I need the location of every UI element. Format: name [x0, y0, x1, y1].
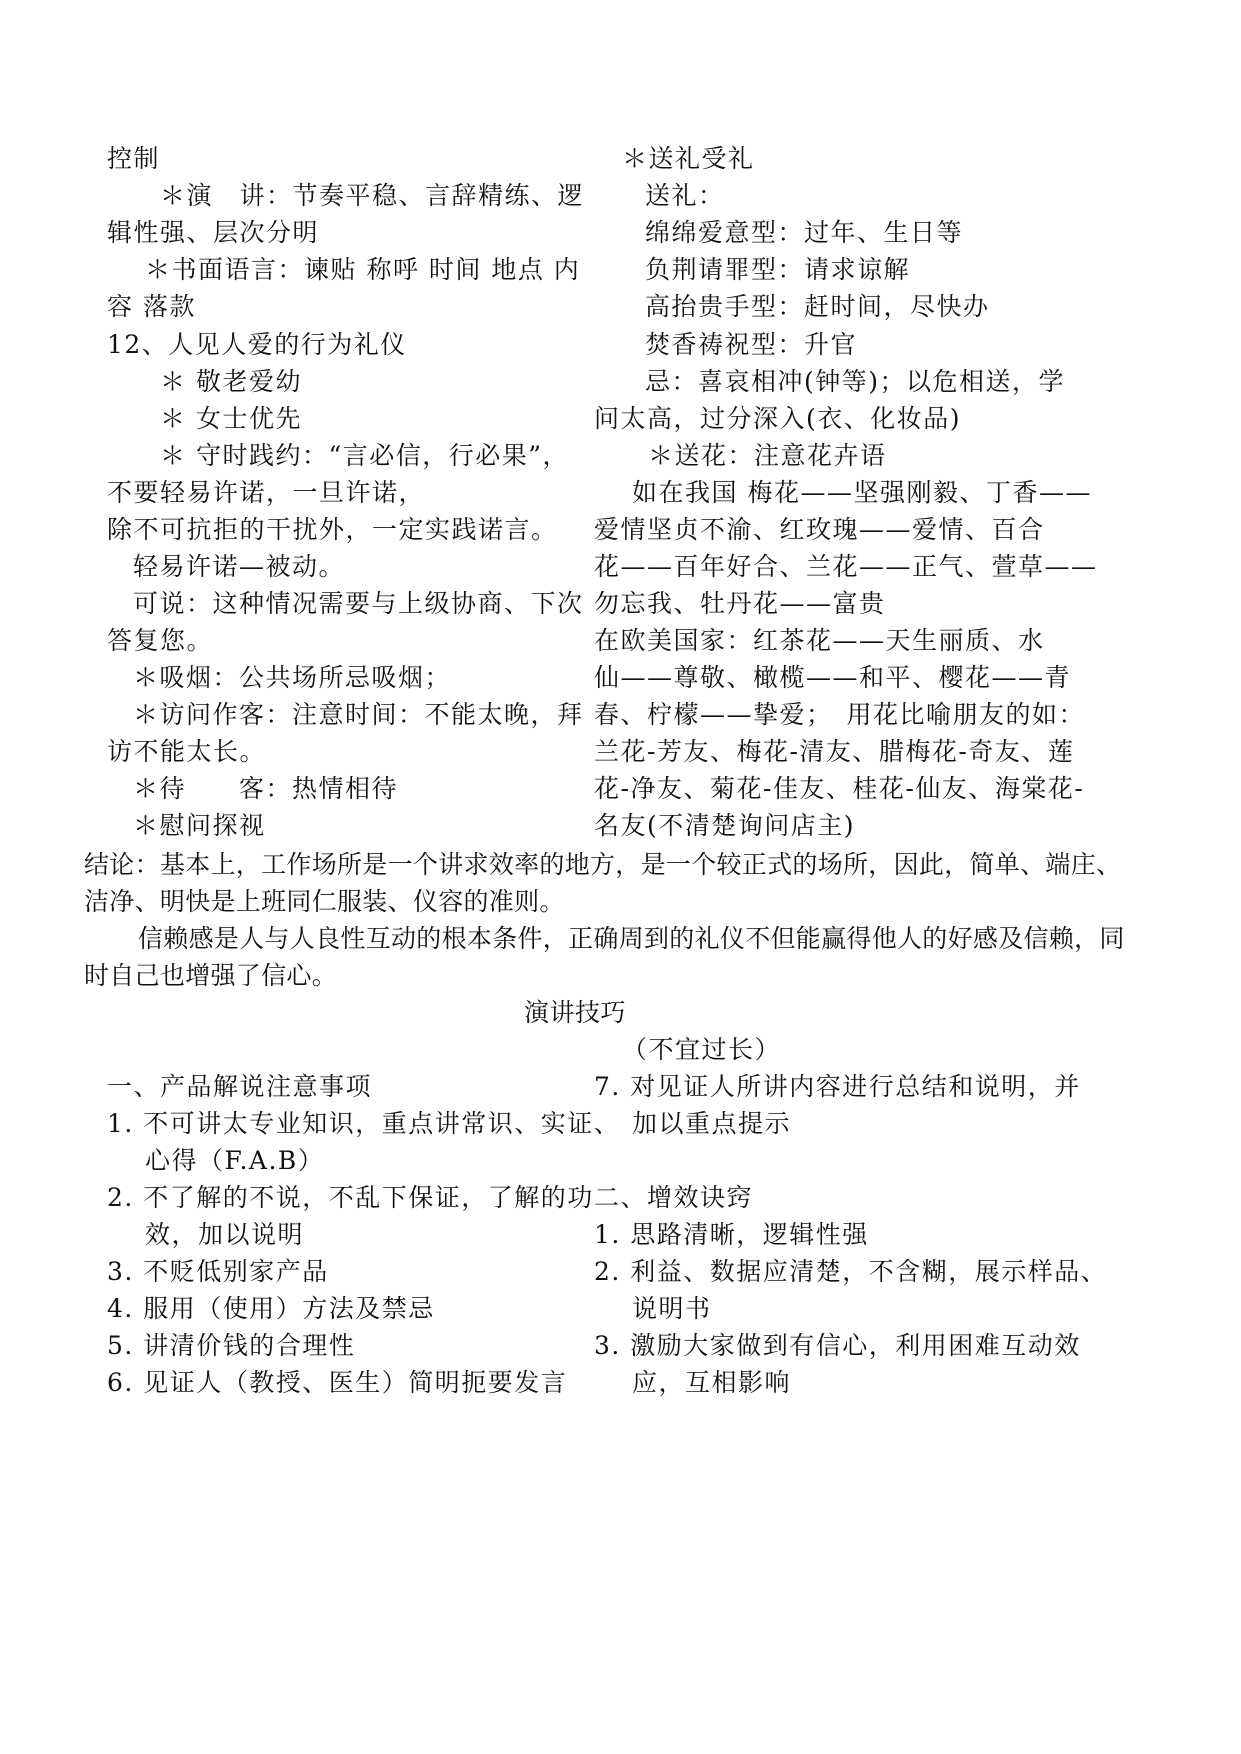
- list-item: 2. 利益、数据应清楚，不含糊，展示样品、: [594, 1257, 1108, 1286]
- text-line: 春、柠檬——挚爱； 用花比喻朋友的如：: [594, 700, 1086, 729]
- list-item: ＊ 守时践约：“言必信，行必果”，: [160, 441, 570, 470]
- section-heading: 12、人见人爱的行为礼仪: [107, 330, 407, 359]
- list-item-continuation: 应，互相影响: [632, 1368, 792, 1397]
- text-line: 送礼：: [645, 181, 725, 210]
- list-item: 绵绵爱意型：过年、生日等: [645, 218, 964, 247]
- text-line: ＊演 讲：节奏平稳、言辞精练、逻: [160, 181, 585, 210]
- list-item-continuation: 效，加以说明: [145, 1220, 305, 1249]
- list-item: 1. 思路清晰，逻辑性强: [594, 1220, 869, 1249]
- text-line: 勿忘我、牡丹花——富贵: [594, 589, 886, 618]
- list-item-continuation: 加以重点提示: [632, 1109, 792, 1138]
- list-item: ＊吸烟：公共场所忌吸烟；: [133, 663, 452, 692]
- section-heading: 二、增效诀窍: [594, 1183, 754, 1212]
- list-item: ＊ 敬老爱幼: [160, 367, 302, 396]
- list-item: ＊慰问探视: [133, 811, 266, 840]
- list-item: 焚香祷祝型：升官: [645, 330, 858, 359]
- list-item: 3. 激励大家做到有信心，利用困难互动效: [594, 1331, 1081, 1360]
- text-line: 名友(不清楚询问店主): [594, 811, 856, 840]
- list-item: ＊访问作客：注意时间：不能太晚，拜: [133, 700, 584, 729]
- list-item: 4. 服用（使用）方法及禁忌: [107, 1294, 435, 1323]
- list-item: 高抬贵手型：赶时间，尽快办: [645, 292, 990, 321]
- section-subtitle: （不宜过长）: [622, 1035, 782, 1064]
- text-line: 容 落款: [107, 292, 196, 321]
- text-line: 在欧美国家：红茶花——天生丽质、水: [594, 626, 1045, 655]
- list-item-continuation: 说明书: [632, 1294, 712, 1323]
- text-line: 信赖感是人与人良性互动的根本条件，正确周到的礼仪不但能赢得他人的好感及信赖，同: [138, 924, 1125, 953]
- text-line: 洁净、明快是上班同仁服装、仪容的准则。: [84, 887, 565, 916]
- list-item: ＊待 客：热情相待: [133, 774, 399, 803]
- list-item-continuation: 心得（F.A.B）: [145, 1146, 325, 1175]
- text-line: 结论：基本上，工作场所是一个讲求效率的地方，是一个较正式的场所，因此，简单、端庄、: [84, 850, 1122, 879]
- text-line: 辑性强、层次分明: [107, 218, 320, 247]
- text-line: 访不能太长。: [107, 737, 267, 766]
- text-line: 控制: [107, 144, 161, 173]
- text-line: 兰花-芳友、梅花-清友、腊梅花-奇友、莲: [594, 737, 1075, 766]
- text-line: 轻易许诺—被动。: [133, 552, 346, 581]
- text-line: 仙——尊敬、橄榄——和平、樱花——青: [594, 663, 1072, 692]
- list-item: 7. 对见证人所讲内容进行总结和说明，并: [594, 1072, 1081, 1101]
- list-item: 3. 不贬低别家产品: [107, 1257, 329, 1286]
- list-item: ＊ 女士优先: [160, 404, 302, 433]
- text-line: 花-净友、菊花-佳友、桂花-仙友、海棠花-: [594, 774, 1085, 803]
- list-item: 2. 不了解的不说，不乱下保证，了解的功: [107, 1183, 594, 1212]
- list-item: 6. 见证人（教授、医生）简明扼要发言: [107, 1368, 568, 1397]
- list-item: 1. 不可讲太专业知识，重点讲常识、实证、: [107, 1109, 621, 1138]
- text-line: 如在我国 梅花——坚强刚毅、丁香——: [632, 478, 1092, 507]
- text-line: 不要轻易许诺，一旦许诺，: [107, 478, 426, 507]
- text-line: 可说：这种情况需要与上级协商、下次: [133, 589, 584, 618]
- text-line: ＊书面语言：谏贴 称呼 时间 地点 内: [145, 255, 581, 284]
- section-title: 演讲技巧: [524, 998, 627, 1027]
- text-line: 忌：喜哀相冲(钟等)；以危相送，学: [645, 367, 1066, 396]
- text-line: 花——百年好合、兰花——正气、萱草——: [594, 552, 1098, 581]
- list-item: 5. 讲清价钱的合理性: [107, 1331, 356, 1360]
- list-item: 负荆请罪型：请求谅解: [645, 255, 911, 284]
- text-line: 爱情坚贞不渝、红玫瑰——爱情、百合: [594, 515, 1045, 544]
- section-heading: 一、产品解说注意事项: [107, 1072, 373, 1101]
- list-item: ＊送花：注意花卉语: [648, 441, 887, 470]
- text-line: 答复您。: [107, 626, 214, 655]
- text-line: 除不可抗拒的干扰外，一定实践诺言。: [107, 515, 558, 544]
- text-line: 问太高，过分深入(衣、化妆品): [594, 404, 962, 433]
- section-heading: ＊送礼受礼: [622, 144, 755, 173]
- text-line: 时自己也增强了信心。: [84, 961, 338, 990]
